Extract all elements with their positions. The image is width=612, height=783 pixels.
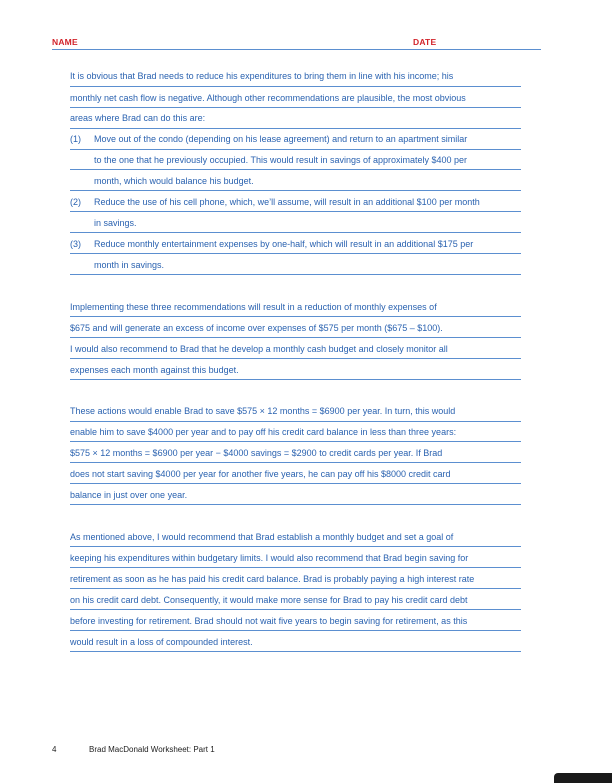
ruled-line: [70, 588, 521, 589]
ruled-line: [70, 128, 521, 129]
list-item-2-line-1: Reduce the use of his cell phone, which, we’ll assume, will result in an additional $100 per month: [94, 197, 480, 207]
para1-line-1: It is obvious that Brad needs to reduce his expenditures to bring them in line with his income; his: [70, 71, 454, 81]
para2-line-4: expenses each month against this budget.: [70, 365, 239, 375]
para3-line-2: enable him to save $4000 per year and to pay off his credit card balance in less than three years:: [70, 427, 457, 437]
list-item-1-line-2: to the one that he previously occupied. This would result in savings of approximately $400 per: [94, 155, 468, 165]
ruled-line: [70, 149, 521, 150]
para2-line-3: I would also recommend to Brad that he develop a monthly cash budget and closely monitor all: [70, 344, 448, 354]
name-label: NAME: [52, 37, 78, 47]
para3-line-4: does not start saving $4000 per year for another five years, he can pay off his $8000 credit card: [70, 469, 451, 479]
ruled-line: [70, 379, 521, 380]
para2-line-1: Implementing these three recommendations will result in a reduction of monthly expenses of: [70, 302, 437, 312]
ruled-line: [70, 483, 521, 484]
corner-tab: [554, 773, 612, 783]
para4-line-1: As mentioned above, I would recommend that Brad establish a monthly budget and set a goal of: [70, 532, 454, 542]
ruled-line: [70, 86, 521, 87]
para3-line-1: These actions would enable Brad to save $575 × 12 months = $6900 per year. In turn, this would: [70, 406, 456, 416]
list-number-1: (1): [70, 134, 81, 144]
para3-line-5: balance in just over one year.: [70, 490, 188, 500]
page-number: 4: [52, 745, 57, 754]
para2-line-2: $675 and will generate an excess of income over expenses of $575 per month ($675 – $100).: [70, 323, 443, 333]
para1-line-3: areas where Brad can do this are:: [70, 113, 206, 123]
ruled-line: [70, 651, 521, 652]
ruled-line: [70, 358, 521, 359]
list-item-3-line-2: month in savings.: [94, 260, 165, 270]
ruled-line: [70, 567, 521, 568]
ruled-line: [70, 421, 521, 422]
ruled-line: [70, 274, 521, 275]
date-label: DATE: [413, 37, 437, 47]
list-item-2-line-2: in savings.: [94, 218, 137, 228]
list-item-1-line-3: month, which would balance his budget.: [94, 176, 254, 186]
ruled-line: [70, 630, 521, 631]
para4-line-4: on his credit card debt. Consequently, it would make more sense for Brad to pay his credit card debt: [70, 595, 468, 605]
para4-line-2: keeping his expenditures within budgetary limits. I would also recommend that Brad begin saving for: [70, 553, 469, 563]
ruled-line: [70, 190, 521, 191]
list-item-3-line-1: Reduce monthly entertainment expenses by one-half, which will result in an additional $175 per: [94, 239, 474, 249]
ruled-line: [70, 504, 521, 505]
header-rule: [52, 49, 541, 50]
para1-line-2: monthly net cash flow is negative. Although other recommendations are plausible, the most obvious: [70, 93, 466, 103]
ruled-line: [70, 337, 521, 338]
ruled-line: [70, 169, 521, 170]
para4-line-5: before investing for retirement. Brad should not wait five years to begin saving for retirement, as this: [70, 616, 468, 626]
ruled-line: [70, 462, 521, 463]
ruled-line: [70, 232, 521, 233]
footer-title: Brad MacDonald Worksheet: Part 1: [89, 745, 215, 754]
ruled-line: [70, 211, 521, 212]
list-item-1-line-1: Move out of the condo (depending on his lease agreement) and return to an apartment similar: [94, 134, 468, 144]
list-number-2: (2): [70, 197, 81, 207]
para3-line-3: $575 × 12 months = $6900 per year − $4000 savings = $2900 to credit cards per year. If Brad: [70, 448, 443, 458]
para4-line-6: would result in a loss of compounded interest.: [70, 637, 253, 647]
ruled-line: [70, 441, 521, 442]
ruled-line: [70, 546, 521, 547]
para4-line-3: retirement as soon as he has paid his credit card balance. Brad is probably paying a high interest rate: [70, 574, 475, 584]
ruled-line: [70, 253, 521, 254]
ruled-line: [70, 107, 521, 108]
ruled-line: [70, 316, 521, 317]
ruled-line: [70, 609, 521, 610]
list-number-3: (3): [70, 239, 81, 249]
